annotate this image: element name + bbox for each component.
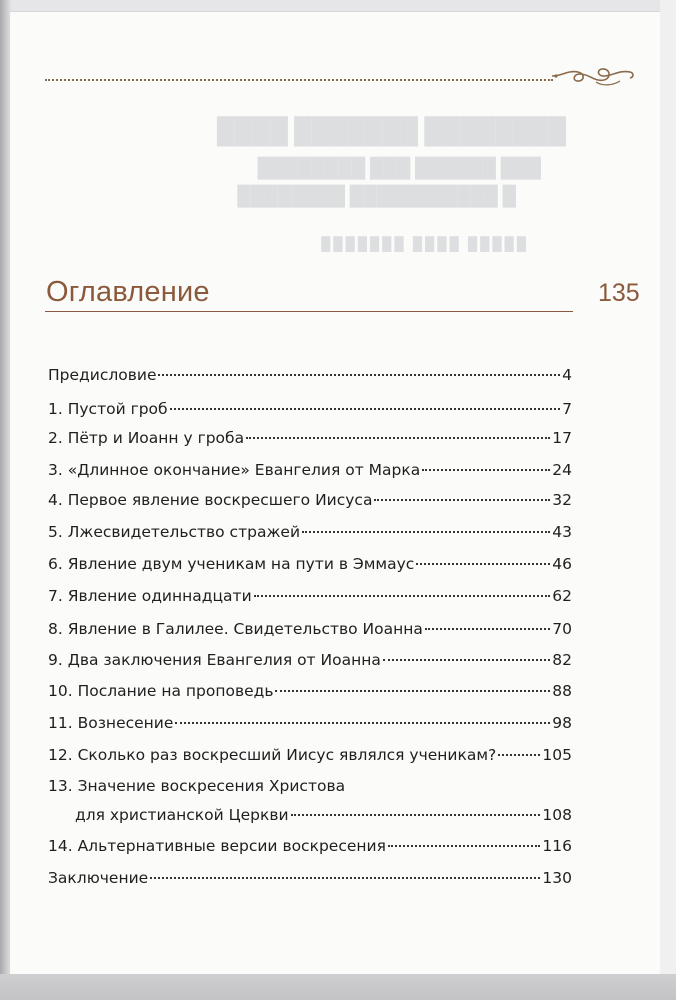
toc-entry-page: 108 bbox=[542, 806, 572, 824]
toc-entry bbox=[48, 746, 572, 764]
toc-leader-dots bbox=[170, 408, 561, 410]
toc-entry-label: 1. Пустой гроб bbox=[48, 400, 168, 418]
toc-entry bbox=[48, 366, 572, 384]
toc-entry bbox=[48, 491, 572, 509]
toc-entry bbox=[48, 429, 572, 447]
toc-entry-page: 43 bbox=[552, 523, 572, 541]
toc-leader-dots bbox=[388, 845, 541, 847]
toc-entry-page: 4 bbox=[562, 366, 572, 384]
toc-entry-page: 62 bbox=[552, 587, 572, 605]
toc-entry-page: 24 bbox=[552, 461, 572, 479]
toc-entry-label: 2. Пётр и Иоанн у гроба bbox=[48, 429, 245, 447]
toc-leader-dots bbox=[175, 722, 550, 724]
toc-entry bbox=[48, 714, 572, 732]
toc-leader-dots bbox=[158, 374, 560, 376]
toc-entry-label: 6. Явление двум ученикам на пути в Эммаус bbox=[48, 555, 415, 573]
toc-leader-dots bbox=[291, 814, 541, 816]
toc-leader-dots bbox=[275, 690, 550, 692]
toc-leader-dots bbox=[422, 469, 550, 471]
toc-entry-page: 130 bbox=[542, 869, 572, 887]
toc-entry-page: 46 bbox=[552, 555, 572, 573]
toc-entry-label: 7. Явление одиннадцати bbox=[48, 587, 252, 605]
toc-entry-page: 98 bbox=[552, 714, 572, 732]
toc-leader-dots bbox=[150, 877, 540, 879]
toc-leader-dots bbox=[246, 437, 550, 439]
toc-entry-label: 3. «Длинное окончание» Евангелия от Марка bbox=[48, 461, 421, 479]
toc-entry bbox=[48, 869, 572, 887]
toc-entry bbox=[48, 620, 572, 638]
title-underline bbox=[45, 311, 573, 312]
toc-entry-page: 82 bbox=[552, 651, 572, 669]
toc-entry-page: 116 bbox=[542, 837, 572, 855]
toc-entry-label-continuation: для христианской Церкви bbox=[75, 806, 289, 824]
toc-entry-label: 9. Два заключения Евангелия от Иоанна bbox=[48, 651, 381, 669]
reverse-page-show-through: ████████ ███████ ████ ███ ██████ ███ ████████ █ ███████████ ████████ █████ ████ ███████ bbox=[216, 118, 566, 251]
toc-entry bbox=[48, 682, 572, 700]
toc-entry-page: 7 bbox=[562, 400, 572, 418]
toc-entry-page: 70 bbox=[552, 620, 572, 638]
toc-entry-page: 105 bbox=[542, 746, 572, 764]
toc-entry-label: 10. Послание на проповедь bbox=[48, 682, 274, 700]
toc-leader-dots bbox=[383, 659, 550, 661]
toc-leader-dots bbox=[374, 499, 550, 501]
page-number: 135 bbox=[598, 279, 640, 307]
toc-entry-page: 32 bbox=[552, 491, 572, 509]
toc-entry-label: 5. Лжесвидетельство стражей bbox=[48, 523, 301, 541]
toc-entry-label: 12. Сколько раз воскресший Иисус являлся ученикам? bbox=[48, 746, 497, 764]
toc-entry bbox=[48, 400, 572, 418]
toc-entry bbox=[48, 651, 572, 669]
toc-leader-dots bbox=[254, 595, 551, 597]
toc-entry-label: 13. Значение воскресения Христова bbox=[48, 777, 346, 795]
toc-entry-label: Предисловие bbox=[48, 366, 157, 384]
toc-entry bbox=[75, 806, 572, 824]
toc-entry-label: 8. Явление в Галилее. Свидетельство Иоанна bbox=[48, 620, 423, 638]
toc-leader-dots bbox=[416, 563, 550, 565]
toc-leader-dots bbox=[302, 531, 550, 533]
toc-entry-label: 14. Альтернативные версии воскресения bbox=[48, 837, 386, 855]
toc-leader-dots bbox=[425, 628, 550, 630]
toc-entry-page: 17 bbox=[552, 429, 572, 447]
toc-entry bbox=[48, 837, 572, 855]
toc-entry-page: 88 bbox=[552, 682, 572, 700]
page-title: Оглавление bbox=[46, 276, 210, 308]
toc-leader-dots bbox=[498, 754, 540, 756]
toc-entry bbox=[48, 587, 572, 605]
toc-entry bbox=[48, 555, 572, 573]
toc-entry-label: Заключение bbox=[48, 869, 149, 887]
toc-entry-label: 11. Вознесение bbox=[48, 714, 174, 732]
toc-entry bbox=[48, 461, 572, 479]
toc-entry-label: 4. Первое явление воскресшего Иисуса bbox=[48, 491, 373, 509]
toc-entry bbox=[48, 523, 572, 541]
